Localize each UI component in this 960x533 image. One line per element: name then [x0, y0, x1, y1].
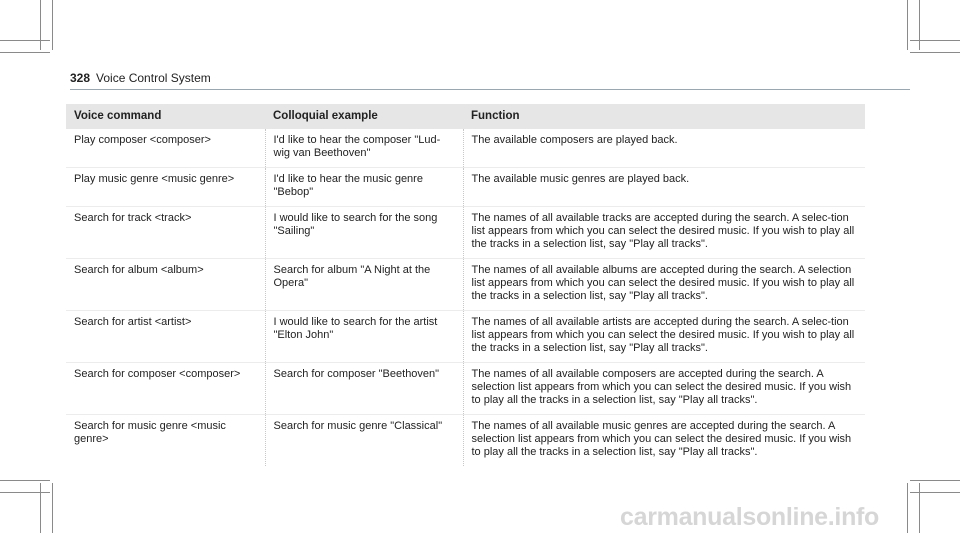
- header-divider: [70, 89, 910, 90]
- column-header-function: Function: [463, 104, 865, 129]
- crop-mark-top-right-h: [910, 40, 960, 41]
- cell-example: Search for music genre "Classical": [265, 415, 463, 467]
- cell-command: Search for music genre <music genre>: [74, 420, 226, 445]
- crop-mark-top-right-v2: [919, 0, 920, 50]
- cell-command: Search for track <track>: [66, 207, 265, 259]
- cell-command: Search for composer <composer>: [66, 363, 265, 415]
- cell-example: I would like to search for the artist "Elton John": [265, 311, 463, 363]
- cell-function: The names of all available tracks are accepted during the search. A selec-tion list appears from which you can select the desired music. If you wish to play all the tracks in a selection list, say "Play all tracks".: [463, 207, 865, 259]
- cell-function: The names of all available music genres are accepted during the search. A selection list appears from which you can select the desired music. If you wish to play all the tracks in a selection list, say "Play all tracks".: [463, 415, 865, 467]
- crop-mark-bottom-left-v2: [52, 483, 53, 533]
- cell-function: The names of all available albums are accepted during the search. A selection list appears from which you can select the desired music. If you wish to play all the tracks in a selection list, say "Play all tracks".: [463, 259, 865, 311]
- cell-command: Play music genre <music genre>: [66, 168, 265, 207]
- cell-example: I'd like to hear the composer "Lud-wig van Beethoven": [265, 129, 463, 168]
- cell-function: The available composers are played back.: [463, 129, 865, 168]
- table-row: [66, 311, 865, 363]
- column-header-colloquial-example: Colloquial example: [265, 104, 463, 129]
- page-header: [70, 71, 211, 85]
- crop-mark-bottom-right-v: [907, 483, 908, 533]
- crop-mark-top-left-v: [40, 0, 41, 50]
- table-row: [66, 168, 865, 207]
- table-row: [66, 415, 865, 467]
- crop-mark-top-left-h: [0, 40, 50, 41]
- table-row: [66, 129, 865, 168]
- cell-command: Search for album <album>: [66, 259, 265, 311]
- crop-mark-bottom-right-h: [910, 480, 960, 481]
- cell-example: I would like to search for the song "Sailing": [265, 207, 463, 259]
- cell-function: The available music genres are played back.: [463, 168, 865, 207]
- watermark: carmanualsonline.info: [620, 503, 880, 531]
- crop-mark-bottom-left-v: [40, 483, 41, 533]
- crop-mark-top-left-v2: [52, 0, 53, 50]
- crop-mark-top-right-h2: [910, 52, 960, 53]
- cell-example: Search for album "A Night at the Opera": [265, 259, 463, 311]
- crop-mark-bottom-right-h2: [910, 492, 960, 493]
- cell-command: Play composer <composer>: [66, 129, 265, 168]
- column-header-voice-command: Voice command: [66, 104, 265, 129]
- cell-function: The names of all available composers are accepted during the search. A selection list appears from which you can select the desired music. If you wish to play all the tracks in a selection list, say "Play all tracks".: [463, 363, 865, 415]
- cell-example: Search for composer "Beethoven": [265, 363, 463, 415]
- cell-function: The names of all available artists are accepted during the search. A selec-tion list appears from which you can select the desired music. If you wish to play all the tracks in a selection list, say "Play all tracks".: [463, 311, 865, 363]
- crop-mark-bottom-left-h2: [0, 492, 50, 493]
- page-title: Voice Control System: [96, 71, 211, 85]
- crop-mark-bottom-left-h: [0, 480, 50, 481]
- cell-command: Search for artist <artist>: [66, 311, 265, 363]
- table-row: [66, 363, 865, 415]
- voice-command-table: [66, 104, 865, 466]
- page-number: 328: [70, 71, 91, 85]
- cell-example: I'd like to hear the music genre "Bebop": [265, 168, 463, 207]
- crop-mark-top-right-v: [907, 0, 908, 50]
- crop-mark-bottom-right-v2: [919, 483, 920, 533]
- table-row: [66, 207, 865, 259]
- crop-mark-top-left-h2: [0, 52, 50, 53]
- table-header-row: [66, 104, 865, 129]
- table-row: [66, 259, 865, 311]
